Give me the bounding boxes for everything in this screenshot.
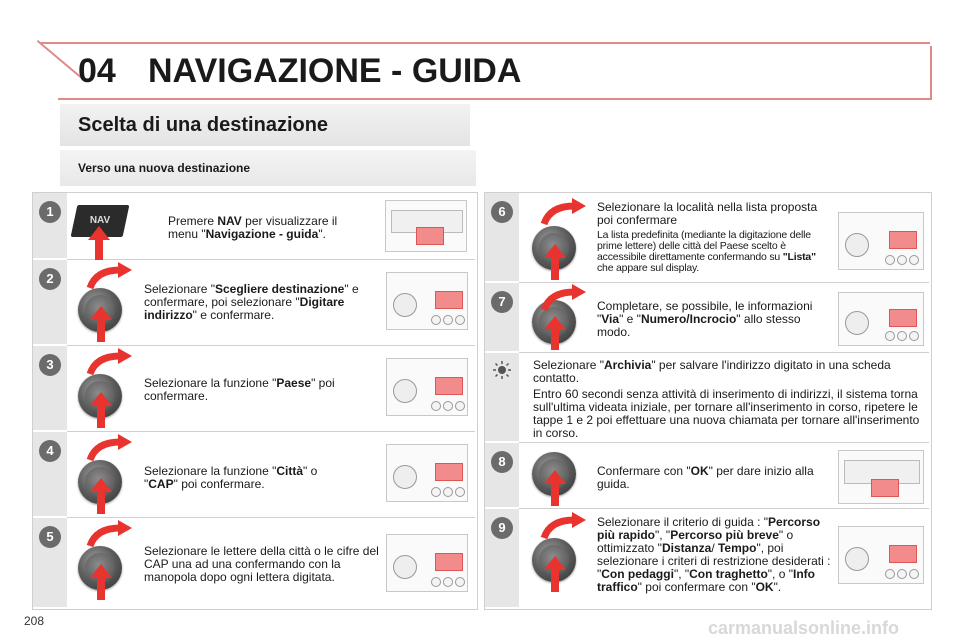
divider [67, 259, 475, 260]
step-6-gutter [485, 193, 519, 281]
step-badge: 7 [491, 291, 513, 313]
press-arrow-icon [90, 306, 112, 342]
step-1-gutter [33, 193, 67, 258]
rotate-arrow-icon [86, 262, 134, 290]
divider [519, 508, 929, 509]
radio-button [885, 331, 895, 341]
radio-button [455, 487, 465, 497]
radio-panel-image [838, 526, 924, 584]
radio-button [443, 401, 453, 411]
page-number: 208 [24, 614, 45, 628]
highlighted-key [435, 553, 463, 571]
radio-button [909, 331, 919, 341]
radio-button [443, 487, 453, 497]
divider [67, 517, 475, 518]
step-badge: 5 [39, 526, 61, 548]
highlighted-key [889, 309, 917, 327]
step-9-text: Selezionare il criterio di guida : "Percorso più rapido", "Percorso più breve" o ottimizzato "Distanza/ Tempo", poi selezionare i criteri di restrizione desiderati : "Con pedaggi", "Con traghetto", o "Info traffico" poi confermare con "OK". [597, 515, 831, 594]
press-arrow-icon [544, 556, 566, 592]
divider [519, 442, 929, 443]
press-arrow-icon [90, 392, 112, 428]
press-arrow-icon [90, 564, 112, 600]
step-2-gutter [33, 260, 67, 344]
subsection-title: Verso una nuova destinazione [78, 161, 251, 175]
header-rule [40, 42, 930, 44]
rotate-arrow-icon [86, 434, 134, 462]
radio-button [897, 331, 907, 341]
tip-text: Selezionare "Archivia" per salvare l'indirizzo digitato in una scheda contatto. Entro 60 secondi senza attività di inserimento di indirizzi, il sistema torna sull'ultima videata iniziale, per tornare all'inserimento in corso, ripetere le tappe 1 e 2 poi effettuare una nuova chiamata per tornare all'inserimento in corso. [533, 358, 920, 440]
radio-dial [393, 379, 417, 403]
highlighted-key [871, 479, 899, 497]
radio-panel-image [385, 200, 467, 252]
divider [519, 352, 929, 353]
radio-panel-image [838, 212, 924, 270]
step-badge: 3 [39, 354, 61, 376]
radio-panel-image [386, 272, 468, 330]
highlighted-key [435, 463, 463, 481]
highlighted-key [889, 545, 917, 563]
step-2-text: Selezionare "Scegliere destinazione" e confermare, poi selezionare "Digitare indirizzo" e confermare. [144, 282, 359, 322]
radio-dial [845, 233, 869, 257]
radio-button [431, 487, 441, 497]
nav-key-label: NAV [89, 215, 111, 226]
radio-button [455, 315, 465, 325]
radio-button [885, 255, 895, 265]
step-9-gutter [485, 509, 519, 607]
radio-button [909, 255, 919, 265]
highlighted-key [416, 227, 444, 245]
highlighted-key [889, 231, 917, 249]
step-badge: 4 [39, 440, 61, 462]
step-8-text: Confermare con "OK" per dare inizio alla guida. [597, 464, 814, 491]
radio-dial [393, 465, 417, 489]
tip-lightbulb-icon [492, 360, 512, 380]
step-4-text: Selezionare la funzione "Città" o "CAP" poi confermare. [144, 464, 318, 491]
highlighted-key [435, 377, 463, 395]
radio-button [455, 577, 465, 587]
step-5-gutter [33, 518, 67, 607]
press-arrow-icon [90, 478, 112, 514]
press-arrow-icon [544, 316, 566, 350]
rotate-arrow-icon [86, 348, 134, 376]
radio-button [431, 315, 441, 325]
rotate-arrow-icon [540, 512, 588, 540]
step-3-gutter [33, 346, 67, 430]
radio-button [897, 569, 907, 579]
section-title: Scelta di una destinazione [78, 114, 329, 136]
radio-dial [393, 293, 417, 317]
radio-panel-image [838, 450, 924, 504]
radio-button [431, 577, 441, 587]
radio-dial [845, 311, 869, 335]
step-badge: 6 [491, 201, 513, 223]
step-badge: 9 [491, 517, 513, 539]
chapter-number: 04 [78, 52, 116, 90]
step-badge: 8 [491, 451, 513, 473]
press-arrow-icon [544, 244, 566, 280]
radio-button [443, 577, 453, 587]
rotate-arrow-icon [86, 520, 134, 548]
watermark: carmanualsonline.info [708, 618, 900, 638]
radio-panel-image [386, 358, 468, 416]
step-3-text: Selezionare la funzione "Paese" poi confermare. [144, 376, 335, 403]
radio-panel-image [838, 292, 924, 346]
radio-button [443, 315, 453, 325]
radio-dial [845, 547, 869, 571]
step-badge: 2 [39, 268, 61, 290]
press-arrow-icon [544, 470, 566, 506]
rotate-arrow-icon [540, 284, 588, 312]
step-4-gutter [33, 432, 67, 516]
step-7-text: Completare, se possibile, le informazioni "Via" e "Numero/Incrocio" allo stesso modo. [597, 299, 813, 339]
highlighted-key [435, 291, 463, 309]
radio-dial [393, 555, 417, 579]
radio-button [885, 569, 895, 579]
divider [67, 345, 475, 346]
radio-panel-image [386, 444, 468, 502]
chapter-title: NAVIGAZIONE - GUIDA [148, 52, 522, 90]
step-6-text: Selezionare la località nella lista proposta poi confermare La lista predefinita (mediante la digitazione delle prime lettere) delle città del Paese scelto è accessibile direttamente confermando su "Lista" che appare sul display. [597, 200, 818, 274]
step-8-gutter [485, 443, 519, 507]
radio-button [909, 569, 919, 579]
step-1-text: Premere NAV per visualizzare il menu "Navigazione - guida". [168, 214, 338, 241]
press-arrow-icon [88, 226, 110, 260]
divider [67, 431, 475, 432]
step-5-text: Selezionare le lettere della città o le cifre del CAP una ad una confermando con la manopola dopo ogni lettera digitata. [144, 544, 379, 584]
step-7-gutter [485, 283, 519, 351]
step-badge: 1 [39, 201, 61, 223]
rotate-arrow-icon [540, 198, 588, 226]
radio-button [455, 401, 465, 411]
divider [519, 282, 929, 283]
radio-button [897, 255, 907, 265]
radio-panel-image [386, 534, 468, 592]
radio-button [431, 401, 441, 411]
